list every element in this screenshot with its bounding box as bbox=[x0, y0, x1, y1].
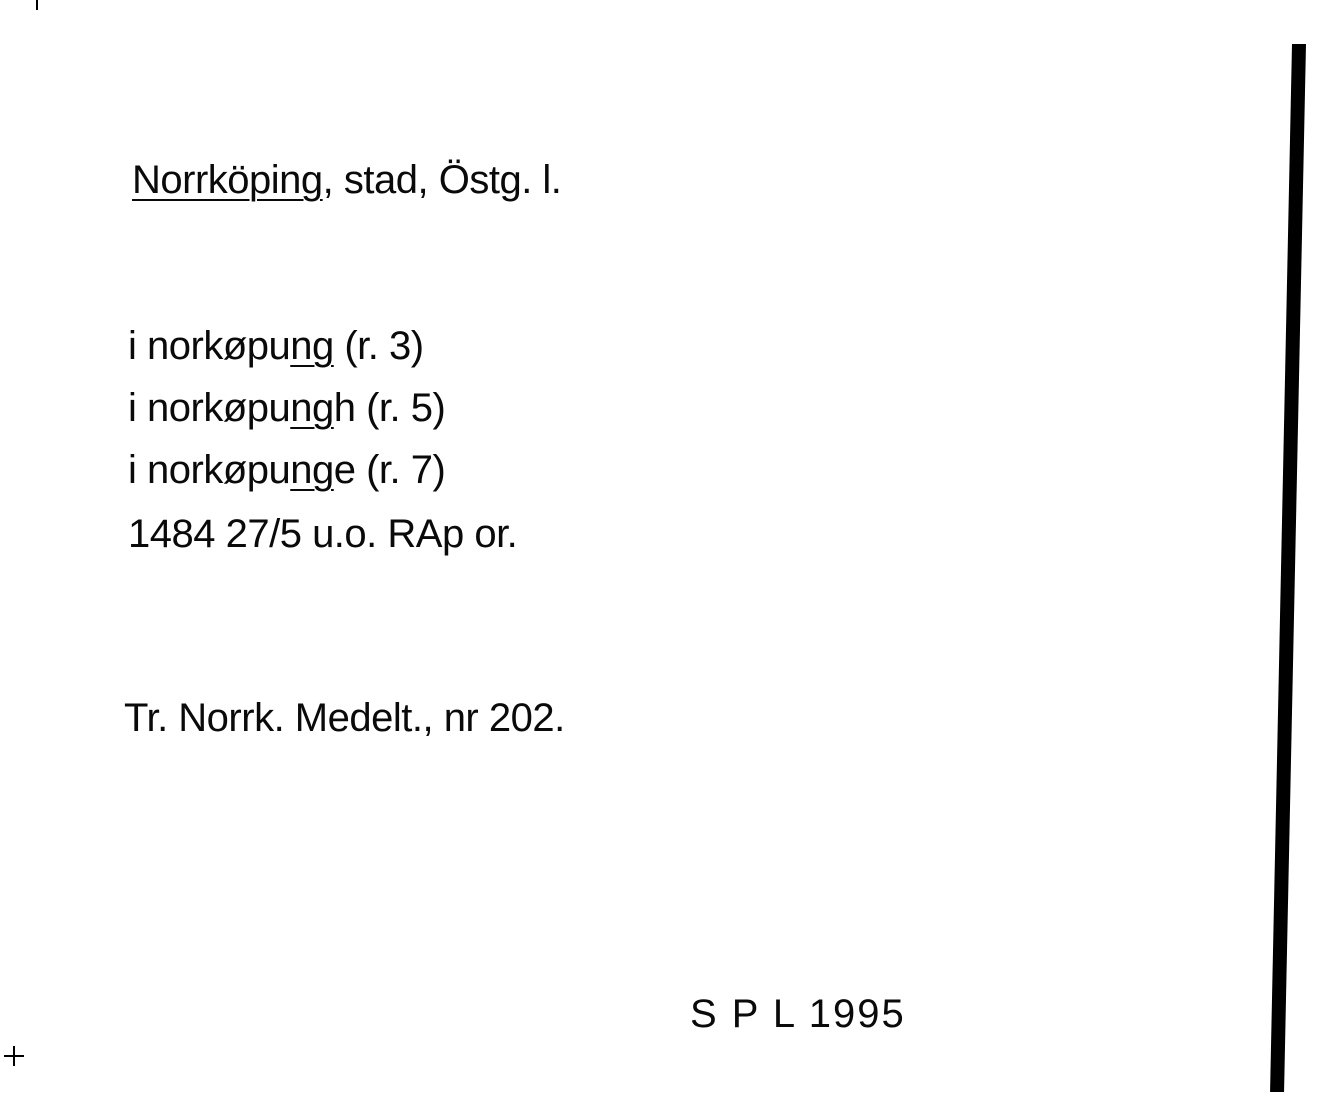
form-line-ref: (r. 3) bbox=[333, 324, 424, 368]
publication-reference: Tr. Norrk. Medelt., nr 202. bbox=[124, 696, 565, 740]
place-name: Norrköping bbox=[132, 158, 323, 202]
form-suffix: e bbox=[333, 448, 356, 492]
form-suffix: h bbox=[333, 386, 356, 430]
attested-form-3 bbox=[128, 450, 445, 490]
form-line-ref: (r. 7) bbox=[355, 448, 446, 492]
form-text: i norkøpu bbox=[128, 386, 291, 430]
place-description: , stad, Östg. l. bbox=[322, 158, 562, 202]
scan-edge-line bbox=[1270, 44, 1306, 1092]
card-heading bbox=[132, 160, 561, 200]
form-underlined-part: ng bbox=[290, 448, 334, 492]
form-line-ref: (r. 5) bbox=[355, 386, 446, 430]
attested-form-1 bbox=[128, 326, 424, 366]
source-date-line: 1484 27/5 u.o. RAp or. bbox=[128, 512, 518, 556]
crosshair-mark-icon bbox=[4, 1046, 24, 1066]
form-text: i norkøpu bbox=[128, 324, 291, 368]
signature-initials: S P L 1995 bbox=[690, 992, 906, 1036]
form-text: i norkøpu bbox=[128, 448, 291, 492]
registration-tick-mark bbox=[36, 0, 38, 10]
form-underlined-part: ng bbox=[290, 324, 334, 368]
attested-form-2 bbox=[128, 388, 445, 428]
form-underlined-part: ng bbox=[290, 386, 334, 430]
